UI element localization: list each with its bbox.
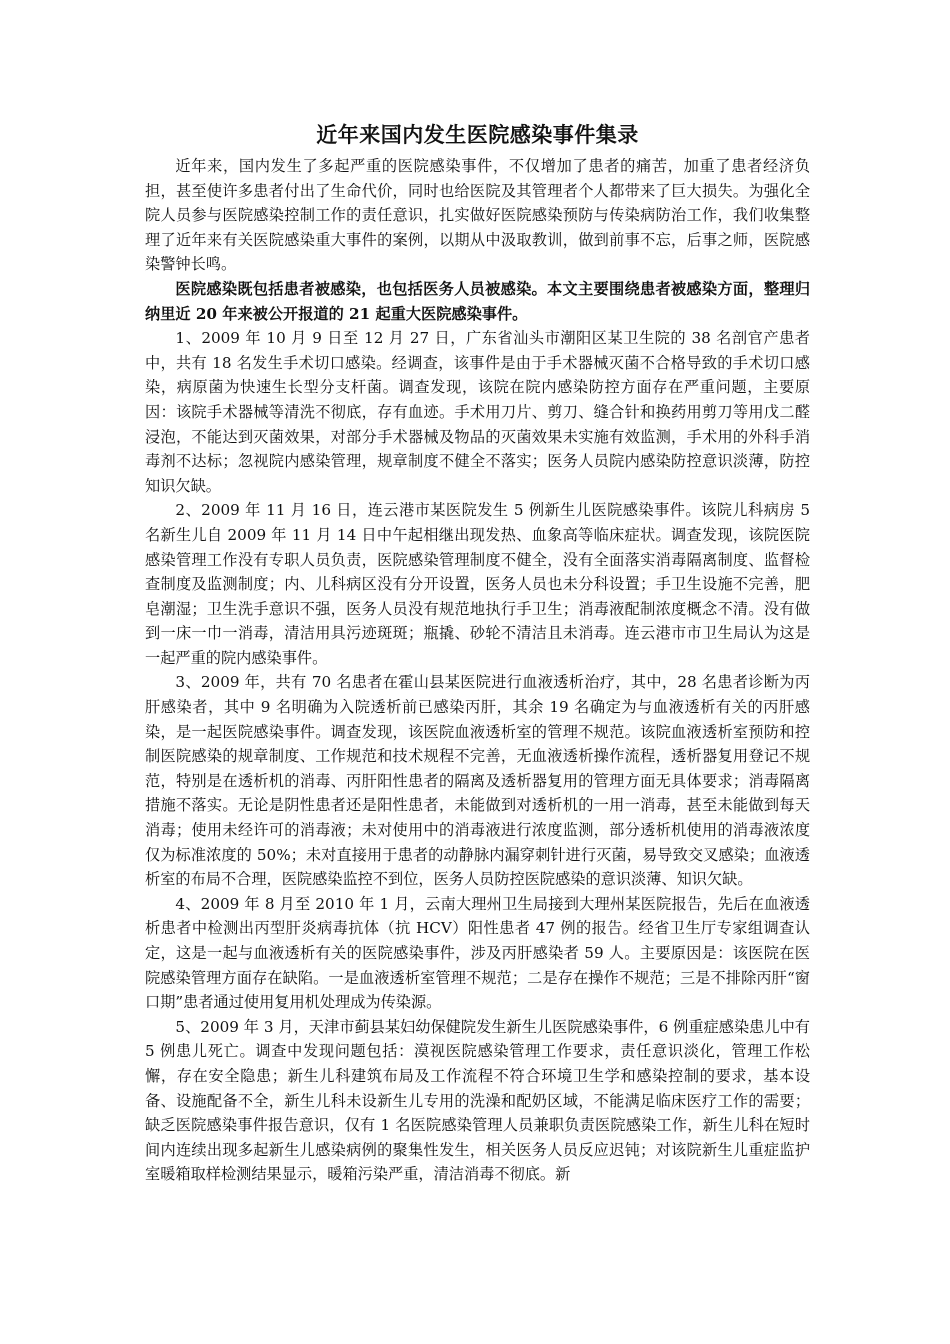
paragraph-case-1: 1、2009 年 10 月 9 日至 12 月 27 日，广东省汕头市潮阳区某卫生院的 38 名剖官产患者中，共有 18 名发生手术切口感染。经调查，该事件是由于手术器械灭菌不合格导致的手术切口感染，病原菌为快速生长型分支杆菌。调查发现，该院在院内感染防控方面存在严重问题，主要原因：该院手术器械等清洗不彻底，存有血迹。手术用刀片、剪刀、缝合针和换药用剪刀等用戊二醛浸泡，不能达到灭菌效果，对部分手术器械及物品的灭菌效果未实施有效监测，手术用的外科手消毒剂不达标；忽视院内感染管理，规章制度不健全不落实；医务人员院内感染防控意识淡薄，防控知识欠缺。 bbox=[145, 329, 810, 495]
paragraph-case-2: 2、2009 年 11 月 16 日，连云港市某医院发生 5 例新生儿医院感染事件。该院儿科病房 5 名新生儿自 2009 年 11 月 14 日中午起相继出现发热、血象高等临床症状。调查发现，该院医院感染管理工作没有专职人员负责，医院感染管理制度不健全，没有全面落实消毒隔离制度、监督检查制度及监测制度；内、儿科病区没有分开设置，医务人员也未分科设置；手卫生设施不完善，肥皂潮湿；卫生洗手意识不强，医务人员没有规范地执行手卫生；消毒液配制浓度概念不清。没有做到一床一巾一消毒，清洁用具污迹斑斑；瓶撬、砂轮不清洁且未消毒。连云港市市卫生局认为这是一起严重的院内感染事件。 bbox=[145, 501, 810, 667]
document-title: 近年来国内发生医院感染事件集录 bbox=[316, 123, 639, 147]
paragraph-case-3: 3、2009 年，共有 70 名患者在霍山县某医院进行血液透析治疗，其中，28 名患者诊断为丙肝感染者，其中 9 名明确为入院透析前已感染丙肝，其余 19 名确定为与血液透析有关的丙肝感染，是一起医院感染事件。调查发现，该医院血液透析室的管理不规范。该院血液透析室预防和控制医院感染的规章制度、工作规范和技术规程不完善，无血液透析操作流程，透析器复用登记不规范，特别是在透析机的消毒、丙肝阳性患者的隔离及透析器复用的管理方面无具体要求；消毒隔离措施不落实。无论是阴性患者还是阳性患者，未能做到对透析机的一用一消毒，甚至未能做到每天消毒；使用未经许可的消毒液；未对使用中的消毒液进行浓度监测，部分透析机使用的消毒液浓度仅为标准浓度的 50%；未对直接用于患者的动静脉内漏穿刺针进行灭菌，易导致交叉感染；血液透析室的布局不合理，医院感染监控不到位，医务人员防控医院感染的意识淡薄、知识欠缺。 bbox=[145, 673, 810, 889]
paragraph-intro: 近年来，国内发生了多起严重的医院感染事件，不仅增加了患者的痛苦，加重了患者经济负担，甚至使许多患者付出了生命代价，同时也给医院及其管理者个人都带来了巨大损失。为强化全院人员参与医院感染控制工作的责任意识，扎实做好医院感染预防与传染病防治工作，我们收集整理了近年来有关医院感染重大事件的案例，以期从中汲取教训，做到前事不忘，后事之师，医院感染警钟长鸣。 bbox=[145, 157, 810, 274]
paragraph-case-5: 5、2009 年 3 月，天津市蓟县某妇幼保健院发生新生儿医院感染事件，6 例重症感染患儿中有 5 例患儿死亡。调查中发现问题包括：漠视医院感染管理工作要求，责任意识淡化，管理工作松懈，存在安全隐患；新生儿科建筑布局及工作流程不符合环境卫生学和感染控制的要求，基本设备、设施配备不全，新生儿科未设新生儿专用的洗澡和配奶区域，不能满足临床医疗工作的需要；缺乏医院感染事件报告意识，仅有 1 名医院感染管理人员兼职负责医院感染工作，新生儿科在短时间内连续出现多起新生儿感染病例的聚集性发生，相关医务人员反应迟钝；对该院新生儿重症监护室暖箱取样检测结果显示，暖箱污染严重，清洁消毒不彻底。新 bbox=[145, 1017, 810, 1184]
paragraph-case-4: 4、2009 年 8 月至 2010 年 1 月，云南大理州卫生局接到大理州某医院报告，先后在血液透析患者中检测出丙型肝炎病毒抗体（抗 HCV）阳性患者 47 例的报告。经省卫生厅专家组调查认定，这是一起与血液透析有关的医院感染事件，涉及丙肝感染者 59 人。主要原因是：该医院在医院感染管理方面存在缺陷。一是血液透析室管理不规范；二是存在操作不规范；三是不排除丙肝“窗口期”患者通过使用复用机处理成为传染源。 bbox=[145, 894, 810, 1012]
document-body bbox=[145, 120, 810, 1187]
paragraph-summary: 医院感染既包括患者被感染，也包括医务人员被感染。本文主要围绕患者被感染方面，整理归纳里近 20 年来被公开报道的 21 起重大医院感染事件。 bbox=[145, 279, 810, 323]
